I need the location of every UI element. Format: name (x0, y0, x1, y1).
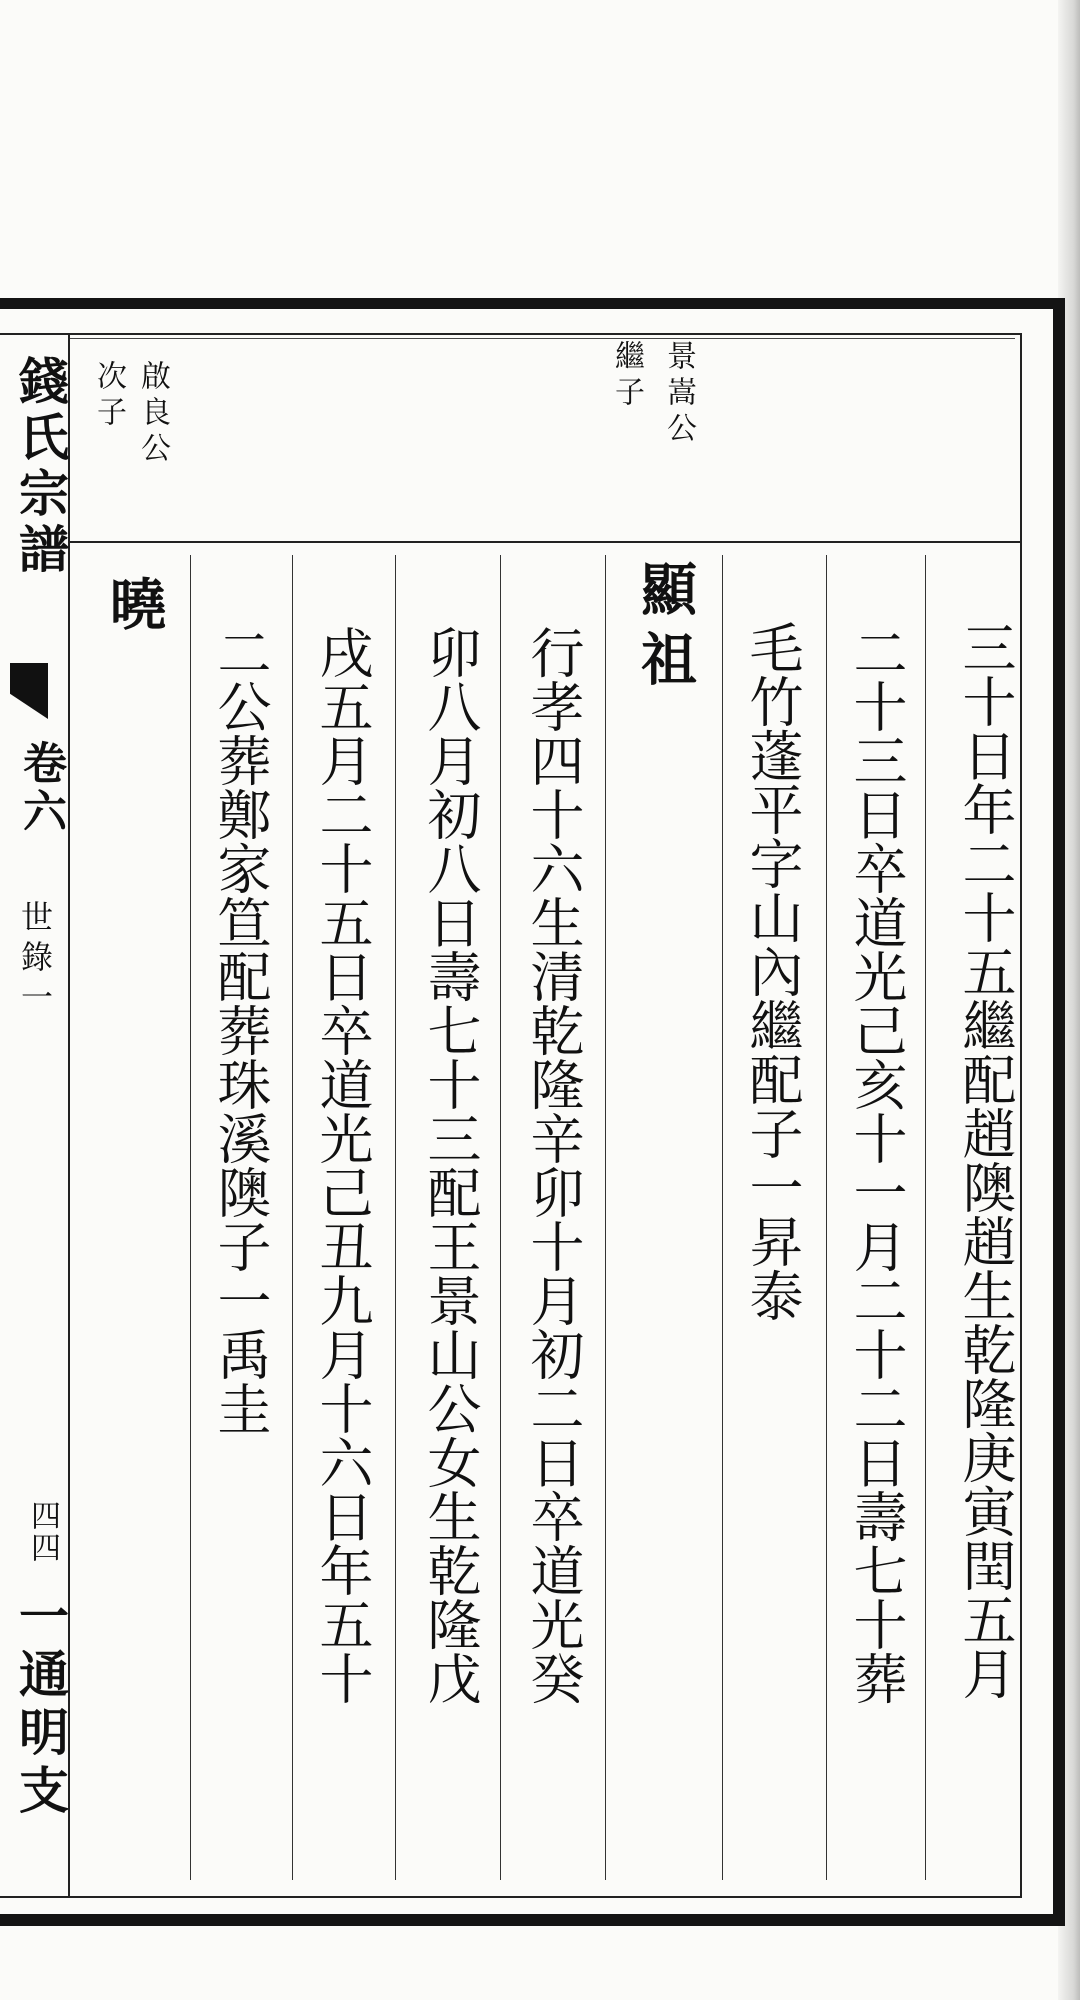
header-note-inner-line (70, 338, 1015, 540)
book-title: 錢氏宗譜 (11, 355, 70, 579)
column-rule (826, 555, 827, 1880)
header-note-left-name: 啟良公 (135, 360, 170, 468)
heading-xian-zu: 顯祖 (632, 560, 698, 700)
header-note-left-sub: 次子 (91, 360, 126, 432)
header-note-right-sub: 繼子 (609, 340, 644, 412)
text-column-1: 三十日年二十五繼配趙隩趙生乾隆庚寅閏五月 (954, 620, 1017, 1700)
text-column-6: 戌五月二十五日卒道光己丑九月十六日年五十 (311, 625, 374, 1705)
branch-label: 一通明支 (11, 1590, 70, 1822)
section-label: 世錄一 (16, 900, 54, 1020)
heading-xiao: 曉 (101, 575, 167, 645)
text-column-7: 二公葬鄭家笪配葬珠溪隩子一禹圭 (209, 625, 272, 1435)
column-rule (925, 555, 926, 1880)
volume-label: 卷六 (15, 740, 66, 836)
text-column-3: 毛竹蓬平字山內繼配子一昇泰 (741, 620, 804, 1322)
header-note-right-name: 景嵩公 (661, 340, 696, 448)
text-column-4: 行孝四十六生清乾隆辛卯十月初二日卒道光癸 (522, 625, 585, 1705)
column-rule (395, 555, 396, 1880)
column-rule (292, 555, 293, 1880)
text-column-5: 卯八月初八日壽七十三配王景山公女生乾隆戊 (419, 625, 482, 1705)
column-rule (500, 555, 501, 1880)
column-rule (190, 555, 191, 1880)
page-number: 四四 (25, 1500, 60, 1564)
column-rule (605, 555, 606, 1880)
column-rule (722, 555, 723, 1880)
text-column-2: 二十三日卒道光己亥十一月二十二日壽七十葬 (845, 625, 908, 1705)
